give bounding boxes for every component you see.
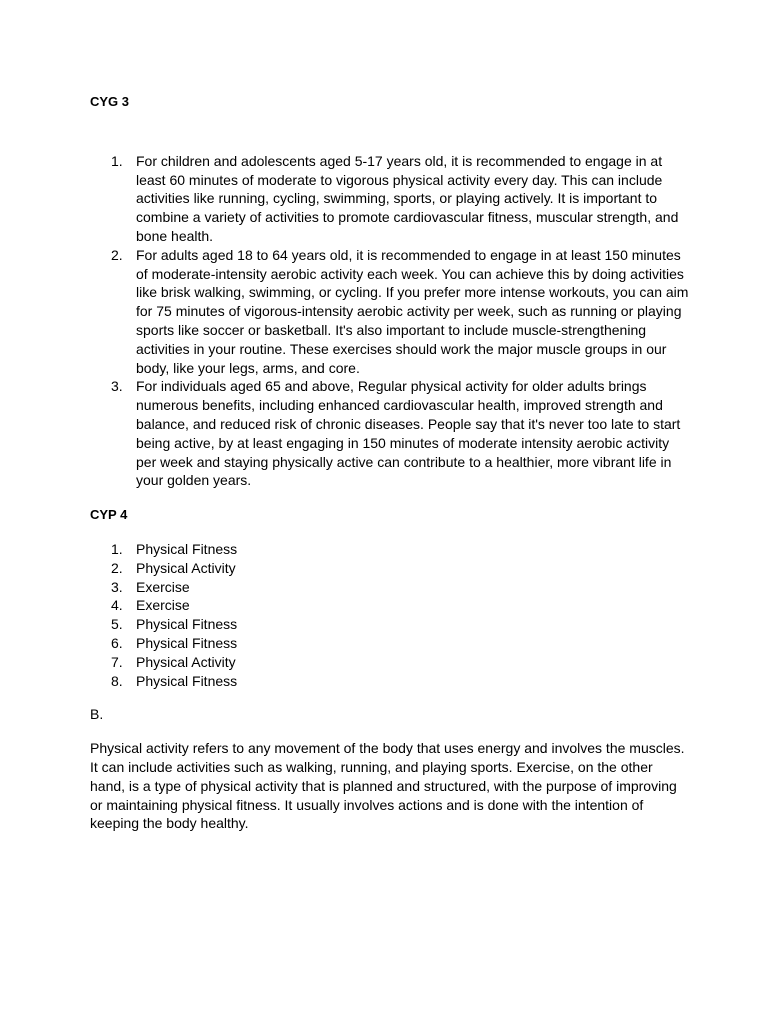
list-item-text: Exercise	[136, 597, 190, 614]
cyp4-heading: CYP 4	[90, 507, 128, 523]
list-number: 3.	[111, 578, 123, 595]
cyp4-list-item	[90, 672, 690, 691]
list-number: 1.	[111, 540, 123, 557]
list-item-text: For individuals aged 65 and above, Regular physical activity for older adults brings numerous benefits, including enhanced cardiovascular health, improved strength and balance, and reduced risk of chronic diseases. People say that it's never too late to start being active, by at least engaging in 150 minutes of moderate intensity aerobic activity per week and staying physically active can contribute to a healthier, more vibrant life in your golden years.	[136, 378, 681, 489]
list-number: 4.	[111, 597, 123, 614]
list-number: 5.	[111, 616, 123, 633]
cyg3-list-item	[90, 152, 690, 246]
list-number: 2.	[111, 246, 123, 263]
cyp4-list-item	[90, 578, 690, 597]
cyg3-list-item	[90, 246, 690, 378]
list-item-text: Physical Fitness	[136, 672, 238, 689]
list-item-text: Physical Activity	[136, 653, 236, 670]
cyp4-list	[90, 540, 690, 690]
list-item-text: Exercise	[136, 578, 190, 595]
list-number: 2.	[111, 559, 123, 576]
list-item-text: For children and adolescents aged 5-17 years old, it is recommended to engage in at least 60 minutes of moderate to vigorous physical activity every day. This can include activities like running, cycling, swimming, sports, or playing actively. It is important to combine a variety of activities to promote cardiovascular fitness, muscular strength, and bone health.	[136, 152, 679, 244]
cyg3-list-item	[90, 377, 690, 490]
cyp4-list-item	[90, 634, 690, 653]
list-number: 6.	[111, 634, 123, 651]
list-number: 7.	[111, 653, 123, 670]
cyp4-list-item	[90, 559, 690, 578]
document-content	[90, 90, 690, 833]
list-number: 3.	[111, 378, 123, 395]
cyp4-list-item	[90, 540, 690, 559]
list-number: 1.	[111, 152, 123, 169]
list-item-text: For adults aged 18 to 64 years old, it is recommended to engage in at least 150 minutes of moderate-intensity aerobic activity each week. You can achieve this by doing activities like brisk walking, swimming, or cycling. If you prefer more intense workouts, you can aim for 75 minutes of vigorous-intensity aerobic activity per week, such as running or playing sports like soccer or basketball. It's also important to include muscle-strengthening activities in your routine. These exercises should work the major muscle groups in our body, like your legs, arms, and core.	[136, 246, 689, 376]
list-item-text: Physical Fitness	[136, 616, 238, 633]
cyg3-heading: CYG 3	[90, 94, 130, 109]
list-item-text: Physical Fitness	[136, 634, 238, 651]
list-item-text: Physical Fitness	[136, 540, 238, 557]
list-item-text: Physical Activity	[136, 559, 236, 576]
list-number: 8.	[111, 672, 123, 689]
section-b-label: B.	[90, 706, 104, 723]
cyp4-list-item	[90, 596, 690, 615]
cyp4-list-item	[90, 653, 690, 672]
cyg3-list	[90, 152, 690, 490]
section-b-paragraph: Physical activity refers to any movement of the body that uses energy and involves the muscles. It can include activities such as walking, running, and playing sports. Exercise, on the other hand, is a type of physical activity that is planned and structured, with the purpose of improving or maintaining physical fitness. It usually involves actions and is done with the intention of keeping the body healthy.	[90, 740, 685, 832]
cyp4-list-item	[90, 615, 690, 634]
